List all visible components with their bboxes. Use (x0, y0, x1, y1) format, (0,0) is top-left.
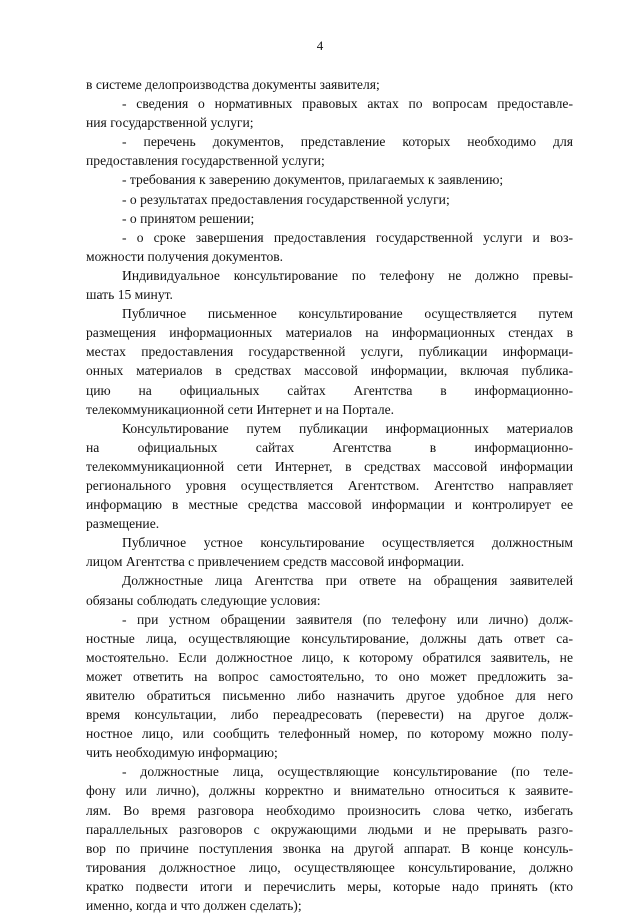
text-line: - перечень документов, представление которых необходимо для (122, 134, 573, 150)
text-line: местах предоставления государственной услуги, публикации информаци- (86, 344, 573, 360)
text-line: явителю обратиться письменно либо назначить другое удобное для него (86, 688, 573, 703)
text-line: размещения информационных материалов на информационных стендах в (86, 325, 573, 341)
text-line: - сведения о нормативных правовых актах по вопросам предоставле- (122, 96, 573, 112)
text-line: ностные лица, осуществляющие консультирование, должны дать ответ са- (86, 630, 573, 646)
text-line: можности получения документов. (86, 248, 284, 264)
document-body (86, 75, 573, 915)
page-number: 4 (316, 38, 324, 53)
text-line: шать 15 минут. (86, 287, 173, 303)
text-line: - о результатах предоставления государственной услуги; (122, 191, 450, 207)
text-line: на официальных сайтах Агентства в информационно- (86, 439, 573, 455)
text-line: вор по причине поступления звонка на другой аппарат. В конце консуль- (86, 840, 573, 856)
text-line: - должностные лица, осуществляющие консультирование (по теле- (122, 764, 573, 780)
text-line: - о сроке завершения предоставления государственной услуги и воз- (122, 229, 573, 245)
text-line: Публичное письменное консультирование осуществляется путем (122, 306, 573, 322)
text-line: в системе делопроизводства документы заявителя; (86, 77, 380, 92)
text-line: ностное лицо, или сообщить телефонный номер, по которому можно полу- (86, 726, 573, 742)
text-line: кратко подвести итоги и перечислить меры, которые надо принять (кто (86, 878, 573, 894)
text-line: цию на официальных сайтах Агентства в информационно- (86, 382, 573, 398)
text-line: Индивидуальное консультирование по телефону не должно превы- (122, 267, 573, 283)
text-line: Должностные лица Агентства при ответе на обращения заявителей (122, 573, 573, 589)
text-line: - требования к заверению документов, прилагаемых к заявлению; (122, 172, 504, 188)
text-line: время консультации, либо переадресовать (перевести) на другое долж- (86, 707, 573, 723)
text-line: обязаны соблюдать следующие условия: (86, 592, 321, 608)
text-line: лицом Агентства с привлечением средств массовой информации. (86, 554, 465, 570)
text-line: именно, когда и что должен сделать); (86, 898, 302, 914)
text-line: лям. Во время разговора необходимо произносить слова четко, избегать (86, 802, 573, 818)
text-line: Консультирование путем публикации информационных материалов (122, 420, 573, 436)
text-line: тирования должностное лицо, осуществляющее консультирование, должно (86, 859, 573, 875)
text-line: онных материалов в средствах массовой информации, включая публика- (86, 363, 573, 379)
text-line: может ответить на вопрос самостоятельно, то оно может предложить за- (86, 668, 573, 684)
text-line: информацию в местные средства массовой информации и контролирует ее (86, 497, 573, 513)
text-line: параллельных разговоров с окружающими людьми и не прерывать разго- (86, 821, 573, 837)
text-line: предоставления государственной услуги; (86, 153, 325, 169)
text-line: ния государственной услуги; (86, 115, 254, 131)
text-line: - о принятом решении; (122, 210, 255, 226)
text-line: телекоммуникационной сети Интернет и на Портале. (86, 401, 395, 417)
text-line: регионального уровня осуществляется Агентством. Агентство направляет (86, 477, 573, 493)
text-line: телекоммуникационной сети Интернет, в средствах массовой информации (86, 458, 573, 474)
text-line: размещение. (86, 516, 160, 532)
text-line: Публичное устное консультирование осуществляется должностным (122, 535, 573, 551)
text-line: чить необходимую информацию; (86, 745, 278, 761)
text-line: фону или лично), должны корректно и внимательно относиться к заявите- (86, 783, 573, 799)
text-line: - при устном обращении заявителя (по телефону или лично) долж- (122, 611, 573, 627)
text-line: мостоятельно. Если должностное лицо, к которому обратился заявитель, не (86, 649, 573, 665)
